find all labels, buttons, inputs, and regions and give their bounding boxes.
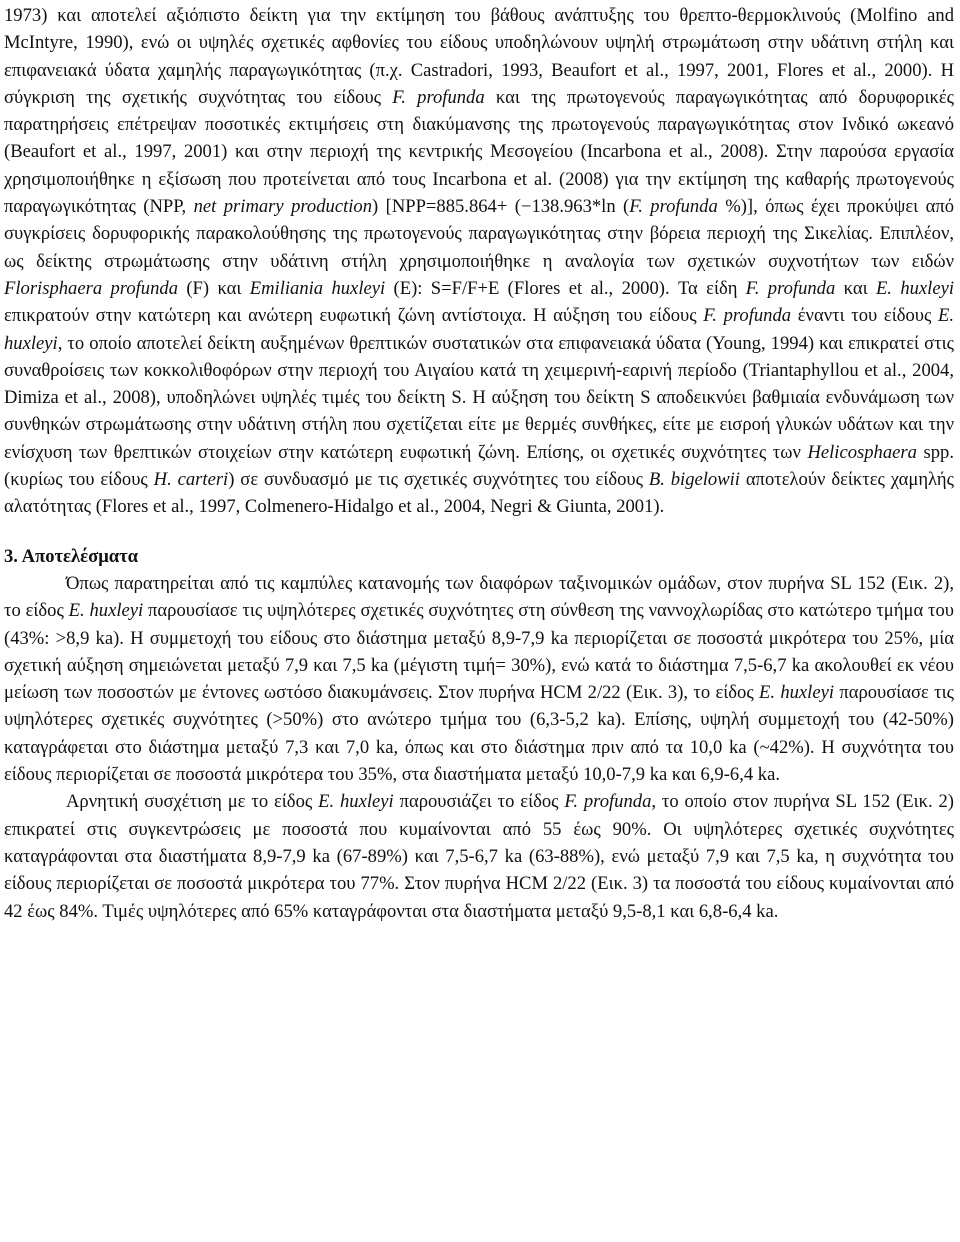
italic-term: F. profunda	[564, 791, 652, 813]
text-run: (F) και	[178, 277, 250, 299]
text-run: και	[835, 277, 876, 299]
text-run: παρουσιάζει το είδος	[393, 791, 565, 813]
paragraph-results-profunda	[4, 788, 954, 924]
text-run: Αρνητική συσχέτιση με το είδος	[66, 791, 319, 813]
text-run: παρουσίασε τις υψηλότερες σχετικές συχνότητες στη σύνθεση της ναννοχλωρίδας στο κατώτερο τμήμα του (43%: >8,9 ka). Η συμμετοχή του είδους στο διάστημα μεταξύ 8,9-7,9 ka περιορίζεται σε ποσοστά μικρότερα του 25%, μία σχετική αύξηση σημειώνεται μεταξύ 7,9 και 7,5 ka (μέγιστη τιμή= 30%), ενώ κατά το διάστημα 7,5-6,7 ka ακολουθεί εκ νέου μείωση των ποσοστών με έντονες ωστόσο διακυμάνσεις. Στον πυρήνα HCM 2/22 (Εικ. 3), το είδος	[4, 600, 954, 704]
text-run: 1973) και αποτελεί αξιόπιστο δείκτη για την εκτίμηση του βάθους ανάπτυξης του θρεπτο-θερμοκλινούς (Molfino and McIntyre, 1990), ενώ οι υψηλές σχετικές αφθονίες του είδους υποδηλώνουν υψηλή στρωμάτωση στην υδάτινη στήλη και επιφανειακά ύδατα χαμηλής παραγωγικότητας (π.χ. Castradori, 1993, Beaufort et al., 1997, 2001, Flores et al., 2000). Η σύγκριση της σχετικής συχνότητας του είδους	[4, 5, 954, 108]
text-run: spp. (κυρίως του είδους	[4, 441, 954, 491]
italic-term: F. profunda	[703, 305, 792, 327]
text-run: (E): S=F/F+E (Flores et al., 2000). Τα είδη	[385, 277, 746, 299]
italic-term: F. profunda	[745, 277, 836, 299]
text-run: Όπως παρατηρείται από τις καμπύλες κατανομής των διαφόρων ταξινομικών ομάδων, στον πυρήνα SL 152 (Εικ. 2), το είδος	[4, 572, 954, 622]
italic-term: net primary production	[193, 196, 373, 218]
text-run: παρουσίασε τις υψηλότερες σχετικές συχνότητες (>50%) στο ανώτερο τμήμα του (6,3-5,2 ka). Επίσης, υψηλή συμμετοχή του (42-50%) καταγράφεται στο διάστημα μεταξύ 7,3 και 7,0 ka, όπως και στο διάστημα πριν από τα 10,0 ka (~42%). Η συχνότητα του είδους περιορίζεται σε ποσοστά μικρότερα του 35%, στα διαστήματα μεταξύ 10,0-7,9 ka και 6,9-6,4 ka.	[4, 682, 954, 786]
text-run: ) [NPP=885.864+ (−138.963*ln (	[372, 196, 630, 218]
section-heading	[4, 543, 954, 570]
section-number: 3.	[4, 545, 18, 567]
paragraph-methods	[4, 2, 954, 521]
text-run: ) σε συνδυασμό με τις σχετικές συχνότητες του είδους	[228, 469, 649, 491]
italic-term: E. huxleyi	[318, 791, 394, 813]
text-run: , το οποίο στον πυρήνα SL 152 (Εικ. 2) επικρατεί στις συγκεντρώσεις με ποσοστά που κυμαίνονται από 55 έως 90%. Οι υψηλότερες σχετικές συχνότητες καταγράφονται στα διαστήματα 8,9-7,9 ka (67-89%) και 7,5-6,7 ka (63-88%), ενώ μεταξύ 7,9 και 7,5 ka, η συχνότητα του είδους περιορίζεται σε ποσοστά μικρότερα του 77%. Στον πυρήνα HCM 2/22 (Εικ. 3) τα ποσοστά του είδους κυμαίνονται από 42 έως 84%. Τιμές υψηλότερες από 65% καταγράφονται στα διαστήματα μεταξύ 9,5-8,1 και 6,8-6,4 ka.	[4, 791, 954, 922]
text-run: αποτελούν δείκτες χαμηλής αλατότητας (Flores et al., 1997, Colmenero-Hidalgo et al., 2004, Negri & Giunta, 2001).	[4, 469, 954, 518]
italic-term: E. huxleyi	[875, 277, 955, 299]
italic-term: E. huxleyi	[68, 600, 144, 622]
italic-term: B. bigelowii	[648, 469, 740, 491]
text-run: , το οποίο αποτελεί δείκτη αυξημένων θρεπτικών συστατικών στα επιφανειακά ύδατα (Young, 1994) και επικρατεί στις συναθροίσεις των κοκκολιθοφόρων στην περιοχή του Αιγαίου κατά τη χειμερινή-εαρινή περίοδο (Triantaphyllou et al., 2004, Dimiza et al., 2008), υποδηλώνει υψηλές τιμές του δείκτη S. Η αύξηση του δείκτη S αποδεικνύει βαθμιαία ενδυνάμωση των συνθηκών στρωμάτωσης στην υδάτινη στήλη που σχετίζεται είτε με θερμές συνθήκες, είτε με εισροή γλυκών υδάτων και την ενίσχυση των θρεπτικών στοιχείων στην κατώτερη ευφωτική ζώνη. Επίσης, οι σχετικές συχνότητες των	[4, 332, 954, 463]
italic-term: E. huxleyi	[759, 682, 835, 704]
italic-term: H. carteri	[153, 469, 229, 491]
italic-term: F. profunda	[629, 196, 718, 218]
paragraph-results-huxleyi	[4, 570, 954, 788]
section-title: Αποτελέσματα	[21, 545, 139, 567]
text-run: έναντι του είδους	[791, 305, 938, 327]
italic-term: Helicosphaera	[807, 441, 917, 463]
italic-term: Emiliania huxleyi	[249, 277, 386, 299]
italic-term: E. huxleyi	[4, 305, 955, 354]
text-run: και της πρωτογενούς παραγωγικότητας από δορυφορικές παρατηρήσεις επέτρεψαν ποσοτικές εκτιμήσεις στη διακύμανσης της πρωτογενούς παραγωγικότητας στον Ινδικό ωκεανό (Beaufort et al., 1997, 2001) και στην περιοχή της κεντρικής Μεσογείου (Incarbona et al., 2008). Στην παρούσα εργασία χρησιμοποιήθηκε η εξίσωση που προτείνεται από τους Incarbona et al. (2008) για την εκτίμηση της καθαρής πρωτογενούς παραγωγικότητας (NPP,	[4, 86, 954, 218]
text-run: %)], όπως έχει προκύψει από συγκρίσεις δορυφορικής παρακολούθησης της πρωτογενούς παραγωγικότητας στην βόρεια περιοχή της Σικελίας. Επιπλέον, ως δείκτης στρωμάτωσης στην υδάτινη στήλη χρησιμοποιήθηκε η αναλογία των σχετικών συχνοτήτων των ειδών	[4, 196, 955, 272]
italic-term: F. profunda	[392, 86, 485, 108]
italic-term: Florisphaera profunda	[4, 277, 178, 299]
text-run: επικρατούν στην κατώτερη και ανώτερη ευφωτική ζώνη αντίστοιχα. Η αύξηση του είδους	[4, 305, 704, 327]
